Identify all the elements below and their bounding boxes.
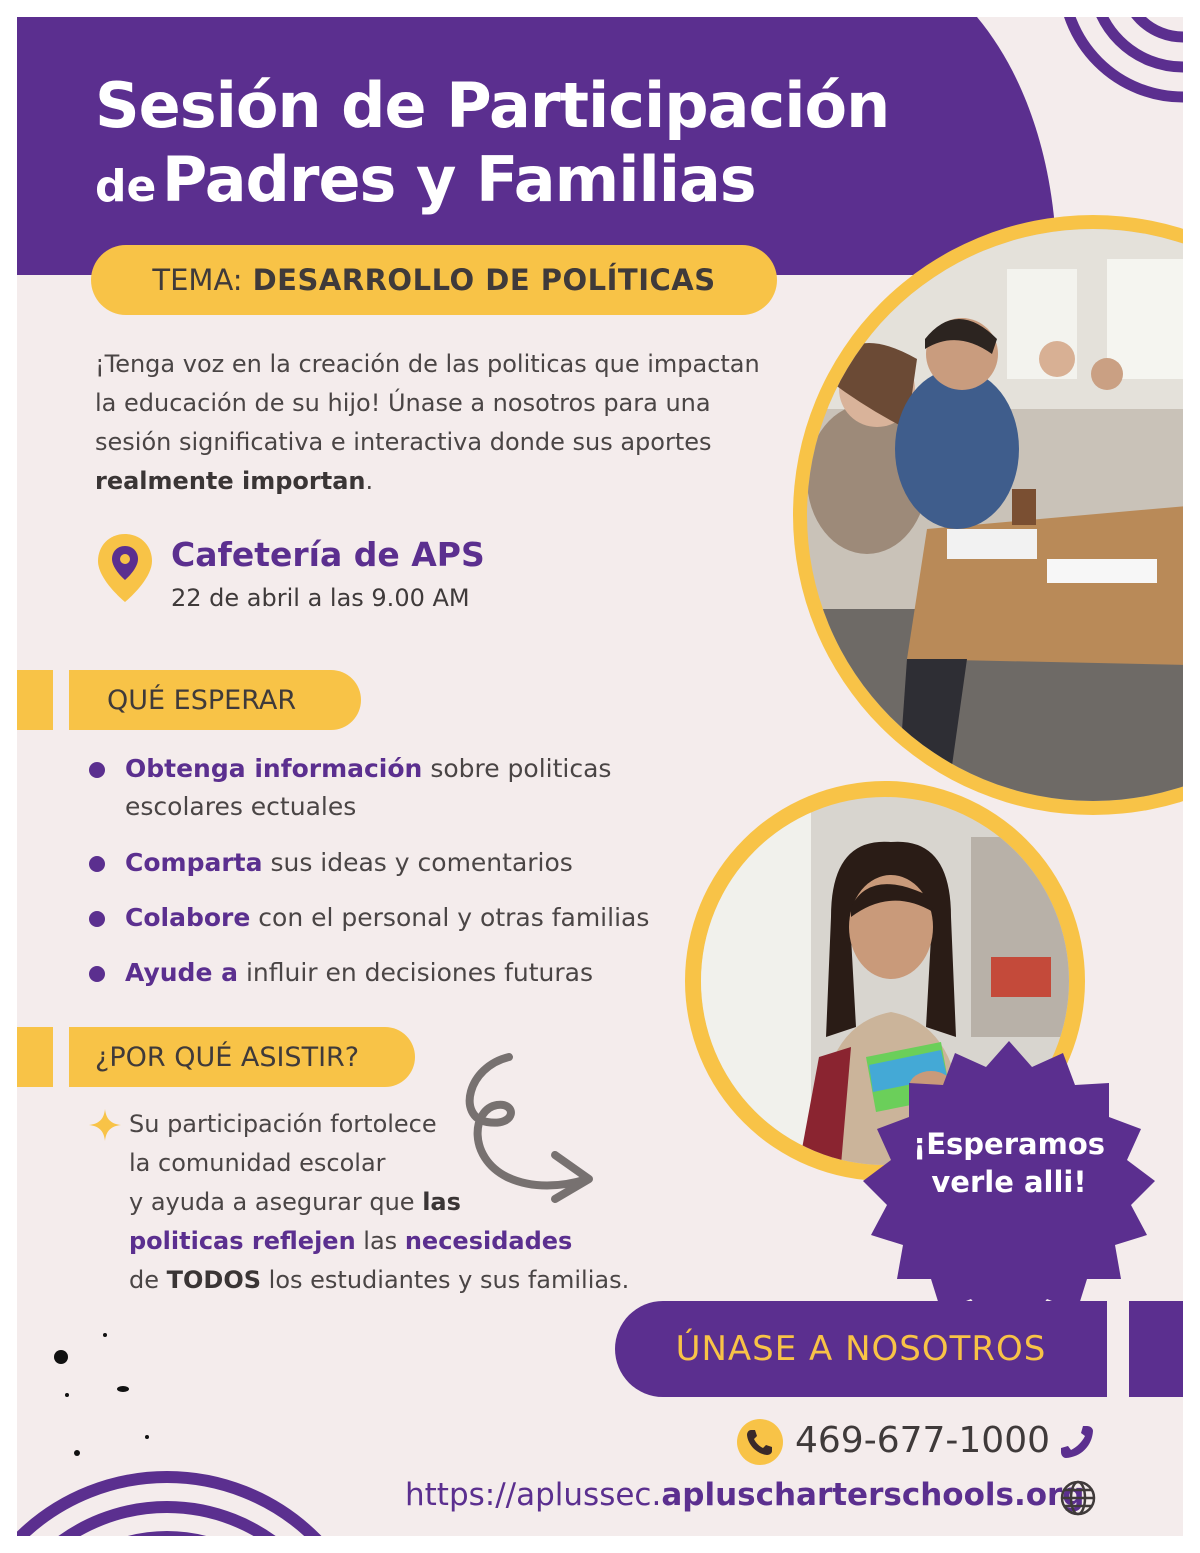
- why-line-5-plain2: los estudiantes y sus familias.: [268, 1266, 630, 1294]
- bullet-dot: [89, 762, 105, 778]
- title-line-2-small: de: [95, 161, 157, 212]
- list-item-text: [125, 750, 611, 826]
- list-item: [89, 954, 593, 992]
- join-us-stub: [1129, 1301, 1183, 1397]
- bullet-dot: [89, 856, 105, 872]
- globe-icon: [1059, 1479, 1097, 1517]
- join-us-banner: ÚNASE A NOSOTROS: [615, 1301, 1107, 1397]
- phone-icon: [737, 1419, 783, 1465]
- why-line-3-plain: y ayuda a asegurar que: [129, 1188, 415, 1216]
- intro-paragraph: [95, 345, 775, 501]
- phone-icon: [1057, 1422, 1097, 1462]
- intro-emphasis: realmente importan: [95, 467, 366, 495]
- url-domain: apluscharterschools.org: [661, 1477, 1085, 1513]
- intro-text: ¡Tenga voz en la creación de las politicas que impactan la educación de su hijo! Únase a nosotros para una sesión significativa e interactiva donde sus aportes: [95, 350, 760, 456]
- why-line-5-plain: de: [129, 1266, 159, 1294]
- list-item-rest: influir en decisiones futuras: [245, 958, 593, 987]
- list-item-text: [125, 899, 649, 937]
- sparkle-icon: [87, 1107, 123, 1143]
- list-item-bold: Comparta: [125, 848, 263, 877]
- list-item-rest: sus ideas y comentarios: [270, 848, 573, 877]
- why-heading: ¿POR QUÉ ASISTIR?: [69, 1027, 415, 1087]
- list-item-bold: Obtenga información: [125, 754, 423, 783]
- website-url: [405, 1477, 1085, 1513]
- why-line-4-plain: las: [363, 1227, 398, 1255]
- why-line-1: Su participación fortolece: [129, 1110, 437, 1138]
- location-pin-icon: [95, 532, 155, 604]
- why-line-4-bold: politicas reflejen: [129, 1227, 356, 1255]
- badge-text: [859, 1125, 1159, 1201]
- tema-value: DESARROLLO DE POLÍTICAS: [252, 263, 716, 297]
- badge-line-1: ¡Esperamos: [913, 1127, 1105, 1161]
- list-item: [89, 844, 573, 882]
- curved-arrow-icon: [447, 1047, 627, 1207]
- list-item: [89, 899, 649, 937]
- ink-splatter: [17, 1317, 157, 1477]
- list-item-rest: sobre politicas: [430, 754, 612, 783]
- flyer: [17, 17, 1183, 1536]
- url-prefix: https://aplussec.: [405, 1477, 662, 1513]
- bullet-dot: [89, 966, 105, 982]
- why-line-5-bold: TODOS: [166, 1266, 262, 1294]
- location-title: Cafetería de APS: [171, 535, 485, 574]
- why-line-5: [129, 1261, 649, 1300]
- why-heading-stub: [17, 1027, 53, 1087]
- tema-label: TEMA:: [152, 263, 243, 297]
- why-line-2: la comunidad escolar: [129, 1149, 386, 1177]
- list-item-text: [125, 954, 593, 992]
- expect-heading: QUÉ ESPERAR: [69, 670, 361, 730]
- list-item-bold: Colabore: [125, 903, 251, 932]
- list-item-line2: escolares ectuales: [125, 792, 357, 821]
- meeting-photo: [807, 229, 1183, 801]
- badge-line-2: verle alli!: [931, 1165, 1087, 1199]
- tema-pill: [91, 245, 777, 315]
- bullet-dot: [89, 911, 105, 927]
- why-line-4: [129, 1222, 649, 1261]
- location-date: 22 de abril a las 9.00 AM: [171, 584, 470, 612]
- list-item: [89, 750, 611, 826]
- title-line-1: Sesión de Participación: [95, 69, 890, 142]
- title-line-2: [95, 143, 756, 216]
- list-item-text: [125, 844, 573, 882]
- why-line-4-bold2: necesidades: [404, 1227, 573, 1255]
- list-item-bold: Ayude a: [125, 958, 238, 987]
- why-line-3-bold: las: [422, 1188, 461, 1216]
- phone-number: 469-677-1000: [795, 1420, 1051, 1461]
- title-line-2-big: Padres y Familias: [161, 143, 756, 216]
- list-item-rest: con el personal y otras familias: [258, 903, 650, 932]
- expect-heading-stub: [17, 670, 53, 730]
- intro-period: .: [365, 467, 374, 495]
